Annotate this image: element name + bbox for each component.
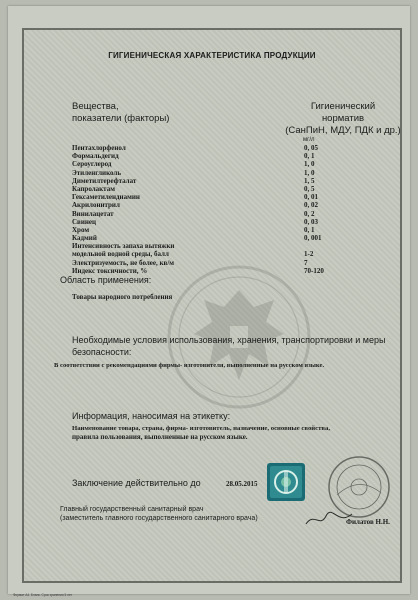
table-row — [72, 144, 392, 152]
table-row — [72, 201, 392, 209]
label-info-text — [72, 424, 392, 442]
substance-name: Винилацетат — [72, 209, 114, 218]
application-text: Товары народного потребления — [72, 293, 173, 301]
signature-block — [60, 505, 258, 523]
substance-name: Хром — [72, 225, 90, 234]
table-row — [72, 234, 392, 242]
substance-name: Сероуглерод — [72, 160, 112, 169]
substance-value: 0, 05 — [304, 144, 318, 152]
substance-value: 0, 03 — [304, 217, 318, 226]
norm-header-line3: (СанПиН, МДУ, ПДК и др.) — [285, 125, 401, 136]
table-row — [72, 259, 392, 267]
table-row — [72, 169, 392, 177]
substance-name: модельной водной среды, балл — [72, 250, 169, 259]
certificate-frame — [22, 28, 402, 583]
substances-table — [72, 144, 392, 275]
table-row — [72, 267, 392, 275]
substance-value: 70-120 — [304, 266, 324, 275]
conditions-text: В соответствии с рекомендациями фирмы- изготовителя, выполненные на русском языке. — [54, 362, 325, 369]
validity-date: 28.05.2015 — [226, 480, 258, 488]
table-row — [72, 218, 392, 226]
substance-name: Интенсивность запаха вытяжки — [72, 242, 175, 251]
table-row — [72, 193, 392, 201]
certificate-sheet — [8, 6, 410, 597]
conditions-label-line2: безопасности: — [72, 347, 132, 357]
handwritten-signature-icon — [304, 508, 354, 530]
substance-name: Гексаметилендиамин — [72, 193, 140, 202]
substances-header — [72, 101, 169, 125]
unit-label: мг/л — [303, 137, 315, 143]
substance-value: 0, 001 — [304, 234, 322, 243]
conditions-label — [72, 334, 385, 358]
table-row — [72, 185, 392, 193]
signature-line2: (заместитель главного государственного санитарного врача) — [60, 515, 258, 522]
table-row — [72, 250, 392, 258]
substance-name: Формальдегид — [72, 152, 119, 161]
substance-value: 0, 1 — [304, 152, 315, 161]
table-row — [72, 152, 392, 160]
substance-name: Кадмий — [72, 234, 97, 243]
substances-header-line1: Вещества, — [72, 101, 119, 112]
substances-header-line2: показатели (факторы) — [72, 113, 170, 124]
norm-header — [268, 101, 418, 137]
norm-header-line1: Гигиенический — [310, 101, 376, 112]
substance-value: 0, 1 — [304, 225, 315, 234]
table-row — [72, 160, 392, 168]
substance-name: Этиленгликоль — [72, 168, 122, 177]
document-title: ГИГИЕНИЧЕСКАЯ ХАРАКТЕРИСТИКА ПРОДУКЦИИ — [108, 51, 316, 60]
substance-name: Капролактам — [72, 184, 115, 193]
substance-value: 0, 02 — [304, 201, 318, 210]
norm-header-line2: норматив — [321, 113, 365, 124]
conditions-label-line1: Необходимые условия использования, хранения, транспортировки и меры — [72, 335, 386, 345]
table-row — [72, 177, 392, 185]
form-footer: Формат А4. Бланк. Срок хранения 5 лет — [13, 593, 73, 597]
substance-value: 1, 0 — [304, 168, 315, 177]
table-row — [72, 210, 392, 218]
validity-label: Заключение действительно до — [72, 478, 201, 488]
substance-value: 1-2 — [304, 250, 314, 259]
application-label: Область применения: — [60, 275, 152, 285]
substance-value: 1, 0 — [304, 160, 315, 169]
substance-value — [304, 242, 374, 250]
label-info-line2: правила пользования, выполненные на русском языке. — [72, 433, 248, 441]
substance-name: Электризуемость, не более, кв/м — [72, 258, 175, 267]
label-info-line1: Наименование товара, страна, фирма- изготовитель, назначение, основные свойства, — [72, 425, 331, 432]
substance-value: 1, 5 — [304, 176, 315, 185]
substance-value: 7 — [304, 258, 308, 267]
substance-name: Диметилтерефталат — [72, 176, 137, 185]
table-row — [72, 226, 392, 234]
substance-name: Акрилонитрил — [72, 201, 120, 210]
substance-value: 0, 2 — [304, 209, 315, 218]
substance-name: Пентахлорфенол — [72, 144, 126, 152]
signature-line1: Главный государственный санитарный врач — [60, 506, 204, 513]
substance-value: 0, 5 — [304, 184, 315, 193]
substance-name: Свинец — [72, 217, 97, 226]
substance-name: Индекс токсичности, % — [72, 266, 148, 275]
label-info-label: Информация, наносимая на этикетку: — [72, 411, 231, 421]
table-row — [72, 242, 392, 250]
signature-name: Филатов Н.Н. — [346, 518, 390, 526]
substance-value: 0, 01 — [304, 193, 318, 202]
hologram-seal-icon — [267, 463, 305, 501]
